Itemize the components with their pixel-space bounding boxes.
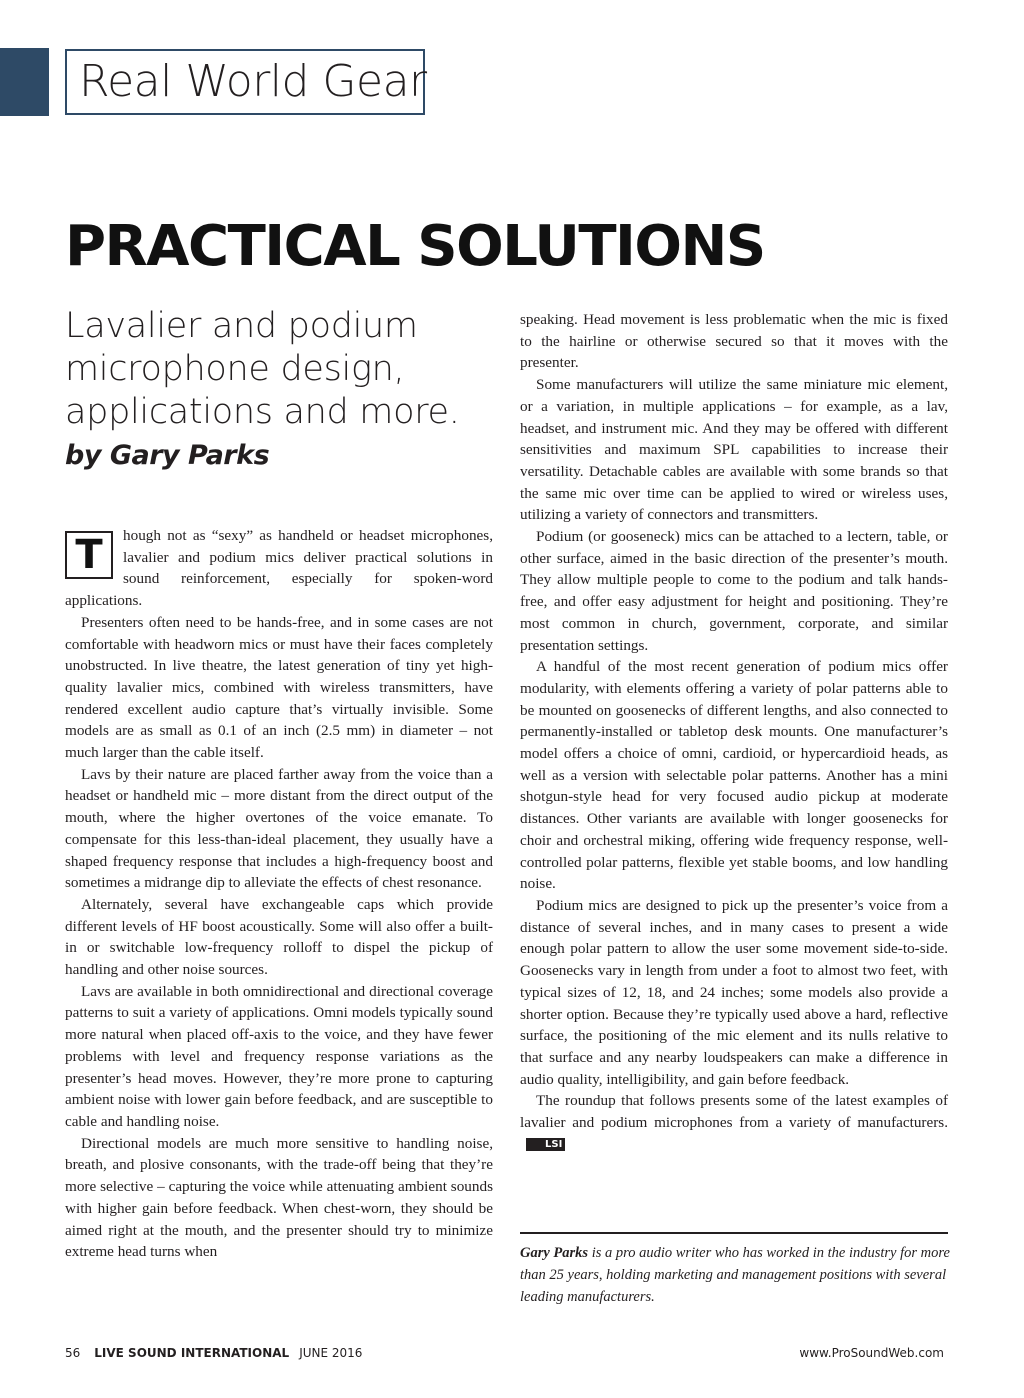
article-paragraph bbox=[520, 1090, 948, 1155]
article-column-left bbox=[65, 525, 493, 1263]
article-paragraph: A handful of the most recent generation of podium mics offer modularity, with elements offering a variety of polar patterns able to be mounted on goosenecks of different lengths, and also connected to permanently-installed or tabletop desk mounts. One manufacturer’s model offers a choice of omni, cardioid, or hypercardioid heads, as well as a version with selectable polar patterns. Another has a mini shotgun-style head for very focused audio pickup at moderate distances. Other variants are available with longer goosenecks for choir and orchestral miking, offering wide frequency response, well-controlled polar patterns, flexible yet stable booms, and low handling noise. bbox=[520, 658, 948, 893]
article-paragraph: Lavs are available in both omnidirectional and directional coverage patterns to suit a variety of applications. Omni models typically sound more natural when placed off-axis to the voice, and they have fewer problems with level and frequency response variations as the presenter’s head moves. However, they’re more prone to capturing ambient noise with lower gain before feedback, and are susceptible to cable and handling noise. bbox=[65, 982, 493, 1130]
article-paragraph: Presenters often need to be hands-free, and in some cases are not comfortable with headworn mics or must have their faces completely unobstructed. In live theatre, the latest generation of tiny yet high-quality lavalier mics, combined with wireless transmitters, have rendered excellent audio capture that’s virtually invisible. Some models are as small as 0.1 of an inch (2.5 mm) in diameter – not much larger than the cable itself. bbox=[65, 613, 493, 762]
page-number: 56 bbox=[65, 1346, 81, 1360]
section-color-bar bbox=[0, 48, 49, 116]
bio-author-name: Gary Parks bbox=[520, 1245, 589, 1261]
section-label: Real World Gear bbox=[65, 49, 425, 115]
article-column-right bbox=[520, 309, 948, 1155]
paragraph-text: hough not as “sexy” as handheld or headset microphones, lavalier and podium mics deliver practical solutions in sound reinforcement, especially for spoken-word applications. bbox=[65, 527, 493, 610]
drop-cap: T bbox=[65, 531, 113, 579]
article-byline: by Gary Parks bbox=[65, 440, 270, 471]
article-paragraph: Some manufacturers will utilize the same miniature mic element, or a variation, in multiple applications – for example, as a lav, headset, and instrument mic. And they may be offered with different sensitivities and maximum SPL capabilities to increase their versatility. Detachable cables are available with some brands so that the same mic over time can be applied to wired or wireless uses, utilizing a variety of connectors and transmitters. bbox=[520, 376, 948, 524]
article-paragraph: Podium mics are designed to pick up the presenter’s voice from a distance of several inches, and in many cases to present a wide enough polar pattern to allow the user some movement side-to-side. Goosenecks vary in length from under a foot to almost two feet, with typical sizes of 12, 18, and 24 inches; some models also provide a shorter option. Because they’re typically used above a hard, reflective surface, the positioning of the mic element and its nulls relative to that surface and any nearby loudspeakers can make a difference in audio quality, intelligibility, and gain before feedback. bbox=[520, 896, 948, 1088]
author-bio bbox=[520, 1242, 952, 1308]
footer-website-link[interactable]: www.ProSoundWeb.com bbox=[799, 1346, 944, 1360]
article-paragraph: Directional models are much more sensitive to handling noise, breath, and plosive consonants, with the trade-off being that they’re more selective – capturing the voice while attenuating ambient sounds with higher gain before feedback. When chest-worn, they should be aimed right at the mouth, and the presenter should try to minimize extreme head turns when bbox=[65, 1134, 493, 1261]
article-paragraph: Podium (or gooseneck) mics can be attached to a lectern, table, or other surface, aimed in the basic direction of the presenter’s mouth. They allow multiple people to come to the podium and talk hands-free, and offer easy adjustment for height and positioning. They’re most common in church, government, corporate, and similar presentation settings. bbox=[520, 528, 948, 654]
magazine-name: LIVE SOUND INTERNATIONAL bbox=[94, 1346, 290, 1360]
article-paragraph: Alternately, several have exchangeable caps which provide different levels of HF boost acoustically. Some will also offer a built-in or switchable low-frequency rolloff to dispel the pickup of handling and other noise sources. bbox=[65, 895, 493, 979]
bio-divider bbox=[520, 1232, 948, 1234]
bio-text: is a pro audio writer who has worked in the industry for more than 25 years, holding marketing and management positions with several leading manufacturers. bbox=[520, 1245, 950, 1305]
footer-folio bbox=[65, 1346, 362, 1360]
article-deck: Lavalier and podium microphone design, applications and more. bbox=[65, 306, 460, 432]
article-headline: PRACTICAL SOLUTIONS bbox=[65, 214, 765, 279]
article-paragraph: speaking. Head movement is less problematic when the mic is fixed to the hairline or otherwise secured so that it moves with the presenter. bbox=[520, 311, 948, 372]
paragraph-text: The roundup that follows presents some of the latest examples of lavalier and podium microphones from a variety of manufacturers. bbox=[520, 1092, 948, 1132]
article-paragraph bbox=[65, 525, 493, 612]
issue-date: JUNE 2016 bbox=[299, 1346, 363, 1360]
article-paragraph: Lavs by their nature are placed farther away from the voice than a headset or handheld mic – more distant from the direct output of the mouth, where the higher overtones of the voice emanate. To compensate for this less-than-ideal placement, they usually have a shaped frequency response that includes a high-frequency boost and sometimes a midrange dip to alleviate the effects of chest resonance. bbox=[65, 765, 493, 892]
end-mark-badge: LSI bbox=[526, 1138, 565, 1151]
